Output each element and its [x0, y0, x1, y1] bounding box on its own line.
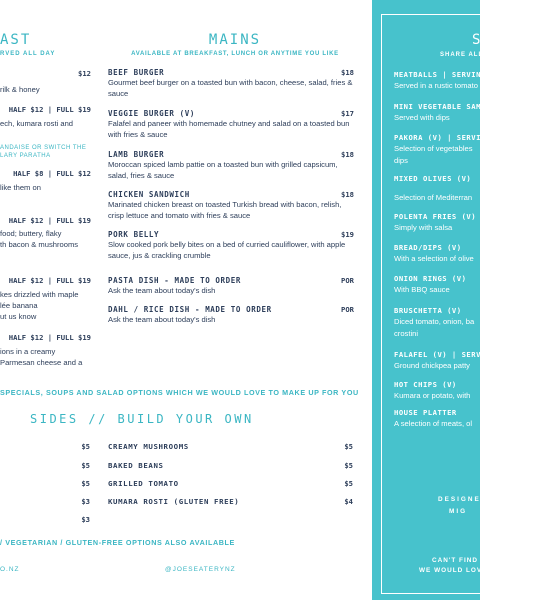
menu-item-price: $19: [341, 230, 354, 239]
website-text: O.NZ: [0, 566, 20, 573]
menu-item-price: POR: [341, 276, 354, 285]
menu-item: [108, 150, 354, 181]
mains-title: MAINS: [208, 32, 262, 48]
breakfast-price: HALF $12 | FULL $19: [8, 333, 91, 342]
breakfast-desc-line: kes drizzled with maple: [0, 290, 79, 299]
share-panel: [372, 0, 496, 600]
share-item-name: HOUSE PLATTER: [394, 408, 457, 417]
share-item-description: Kumara or potato, with: [394, 391, 471, 400]
menu-item-name: VEGGIE BURGER (V): [108, 109, 195, 118]
share-item-name: BREAD/DIPS (V): [394, 243, 462, 252]
share-item: [394, 306, 534, 339]
share-item-name: HOT CHIPS (V): [394, 380, 457, 389]
side-item: [108, 461, 353, 470]
menu-item-header: [108, 68, 354, 77]
breakfast-desc-line: like them on: [0, 183, 41, 192]
menu-item-description: Gourmet beef burger on a toasted bun with bacon, cheese, salad, fries & sauce: [108, 78, 353, 98]
share-item: [394, 274, 534, 295]
menu-item-header: [108, 109, 354, 118]
cant-find-text: [419, 556, 482, 576]
cant-find-line: CAN'T FIND: [432, 557, 478, 564]
share-item-description: Diced tomato, onion, ba: [394, 317, 475, 326]
sides-title: SIDES // BUILD YOUR OWN: [30, 412, 254, 426]
share-item-name: MEATBALLS | SERVING: [394, 70, 486, 79]
dietary-note: / VEGETARIAN / GLUTEN-FREE OPTIONS ALSO AVAILABLE: [0, 538, 235, 547]
breakfast-desc-line: food; buttery, flaky: [0, 229, 62, 238]
menu-item-header: [108, 276, 354, 285]
breakfast-price: HALF $8 | FULL $12: [13, 169, 91, 178]
share-item: [394, 243, 534, 264]
share-title: S: [472, 32, 483, 48]
menu-item-name: PORK BELLY: [108, 230, 160, 239]
share-item: [394, 212, 534, 233]
breakfast-desc-line: ut us know: [0, 312, 37, 321]
menu-item-description: Ask the team about today's dish: [108, 315, 216, 324]
share-item-description: With BBQ sauce: [394, 285, 450, 294]
share-item: [394, 70, 534, 91]
share-item-description: crostini: [394, 329, 419, 338]
share-item-name: MINI VEGETABLE SAMO: [394, 102, 486, 111]
share-item: [394, 174, 534, 183]
menu-item-price: POR: [341, 305, 354, 314]
share-item-description: Ground chickpea patty: [394, 361, 470, 370]
share-item-description: With a selection of olive: [394, 254, 474, 263]
side-item-name: BAKED BEANS: [108, 461, 164, 470]
breakfast-price: $12: [78, 69, 91, 78]
menu-item-description: Moroccan spiced lamb pattie on a toasted bun with grilled capsicum, salad, fries & sauce: [108, 160, 338, 180]
designed-by-text: [438, 494, 481, 518]
breakfast-desc-line: ech, kumara rosti and: [0, 119, 74, 128]
designed-line: MIG: [449, 508, 468, 515]
share-item: [394, 191, 534, 203]
share-item-name: POLENTA FRIES (V): [394, 212, 477, 221]
breakfast-price: HALF $12 | FULL $19: [8, 276, 91, 285]
share-item-description: Selection of Mediterran: [394, 193, 473, 202]
breakfast-desc-line: ions in a creamy: [0, 347, 56, 356]
share-item-name: BRUSCHETTA (V): [394, 306, 462, 315]
share-item-name: PAKORA (V) | SERVING: [394, 133, 491, 142]
mains-subtitle: AVAILABLE AT BREAKFAST, LUNCH OR ANYTIME YOU LIKE: [131, 51, 339, 57]
breakfast-column: [0, 0, 100, 420]
share-item-name: ONION RINGS (V): [394, 274, 467, 283]
menu-item-description: Marinated chicken breast on toasted Turkish bread with bacon, relish, crisp lettuce and tomato with fries & sauce: [108, 200, 342, 220]
share-item-description: Served in a rustic tomato: [394, 81, 478, 90]
designed-line: DESIGNE: [438, 496, 481, 503]
breakfast-desc-line: Parmesan cheese and a: [0, 358, 83, 367]
side-price: $5: [81, 442, 90, 451]
side-item-name: CREAMY MUSHROOMS: [108, 442, 189, 451]
side-price: $5: [81, 461, 90, 470]
breakfast-desc-line: lée banana: [0, 301, 38, 310]
menu-item: [108, 109, 354, 140]
breakfast-desc-line: ANDAISE OR SWITCH THE: [0, 145, 87, 151]
menu-item: [108, 230, 354, 261]
share-subtitle: SHARE ALL D: [440, 52, 492, 58]
breakfast-desc-line: LARY PARATHA: [0, 153, 51, 159]
menu-item-header: [108, 150, 354, 159]
share-item-description: dips: [394, 156, 408, 165]
menu-item-price: $17: [341, 109, 354, 118]
menu-item: [108, 305, 354, 326]
share-item-description: Simply with salsa: [394, 223, 453, 232]
menu-item-description: Falafel and paneer with homemade chutney and salad on a toasted bun with fries & sauce: [108, 119, 350, 139]
specials-note: SPECIALS, SOUPS AND SALAD OPTIONS WHICH WE WOULD LOVE TO MAKE UP FOR YOU: [0, 388, 359, 397]
breakfast-price: HALF $12 | FULL $19: [8, 216, 91, 225]
side-item-price: $4: [344, 497, 353, 506]
side-item-name: GRILLED TOMATO: [108, 479, 179, 488]
side-item-price: $5: [344, 442, 353, 451]
menu-item: [108, 190, 354, 221]
side-item-price: $5: [344, 479, 353, 488]
breakfast-title: AST: [0, 32, 32, 48]
share-item-description: Selection of vegetables: [394, 144, 473, 153]
menu-item-header: [108, 230, 354, 239]
breakfast-price: HALF $12 | FULL $19: [8, 105, 91, 114]
menu-item-price: $18: [341, 190, 354, 199]
breakfast-desc-line: rilk & honey: [0, 85, 40, 94]
menu-item: [108, 276, 354, 297]
menu-item: [108, 68, 354, 99]
share-item: [394, 408, 534, 429]
share-item-description: A selection of meats, ol: [394, 419, 473, 428]
breakfast-subtitle: RVED ALL DAY: [0, 51, 56, 57]
side-item-name: KUMARA ROSTI (GLUTEN FREE): [108, 497, 240, 506]
menu-item-name: BEEF BURGER: [108, 68, 165, 77]
side-item: [108, 497, 353, 506]
menu-item-description: Slow cooked pork belly bites on a bed of curried cauliflower, with apple sauce, jus & crackling crumble: [108, 240, 346, 260]
side-price: $3: [81, 515, 90, 524]
menu-item-header: [108, 190, 354, 199]
menu-item-name: PASTA DISH - MADE TO ORDER: [108, 276, 241, 285]
menu-item-name: LAMB BURGER: [108, 150, 165, 159]
share-item-name: FALAFEL (V) | SERVING: [394, 350, 496, 359]
menu-item-header: [108, 305, 354, 314]
share-item: [394, 102, 534, 123]
side-price: $5: [81, 479, 90, 488]
share-item: [394, 133, 534, 166]
menu-item-price: $18: [341, 68, 354, 77]
share-item-name: MIXED OLIVES (V): [394, 174, 472, 183]
menu-item-description: Ask the team about today's dish: [108, 286, 216, 295]
menu-item-price: $18: [341, 150, 354, 159]
social-handle: @JOESEATERYNZ: [165, 566, 236, 573]
side-item-price: $5: [344, 461, 353, 470]
share-item: [394, 380, 534, 401]
side-price: $3: [81, 497, 90, 506]
menu-item-name: CHICKEN SANDWICH: [108, 190, 190, 199]
side-item: [108, 479, 353, 488]
breakfast-desc-line: th bacon & mushrooms: [0, 240, 79, 249]
menu-item-name: DAHL / RICE DISH - MADE TO ORDER: [108, 305, 272, 314]
side-item: [108, 442, 353, 451]
share-item-description: Served with dips: [394, 113, 450, 122]
share-item: [394, 350, 534, 371]
cant-find-line: WE WOULD LOV: [419, 567, 483, 574]
